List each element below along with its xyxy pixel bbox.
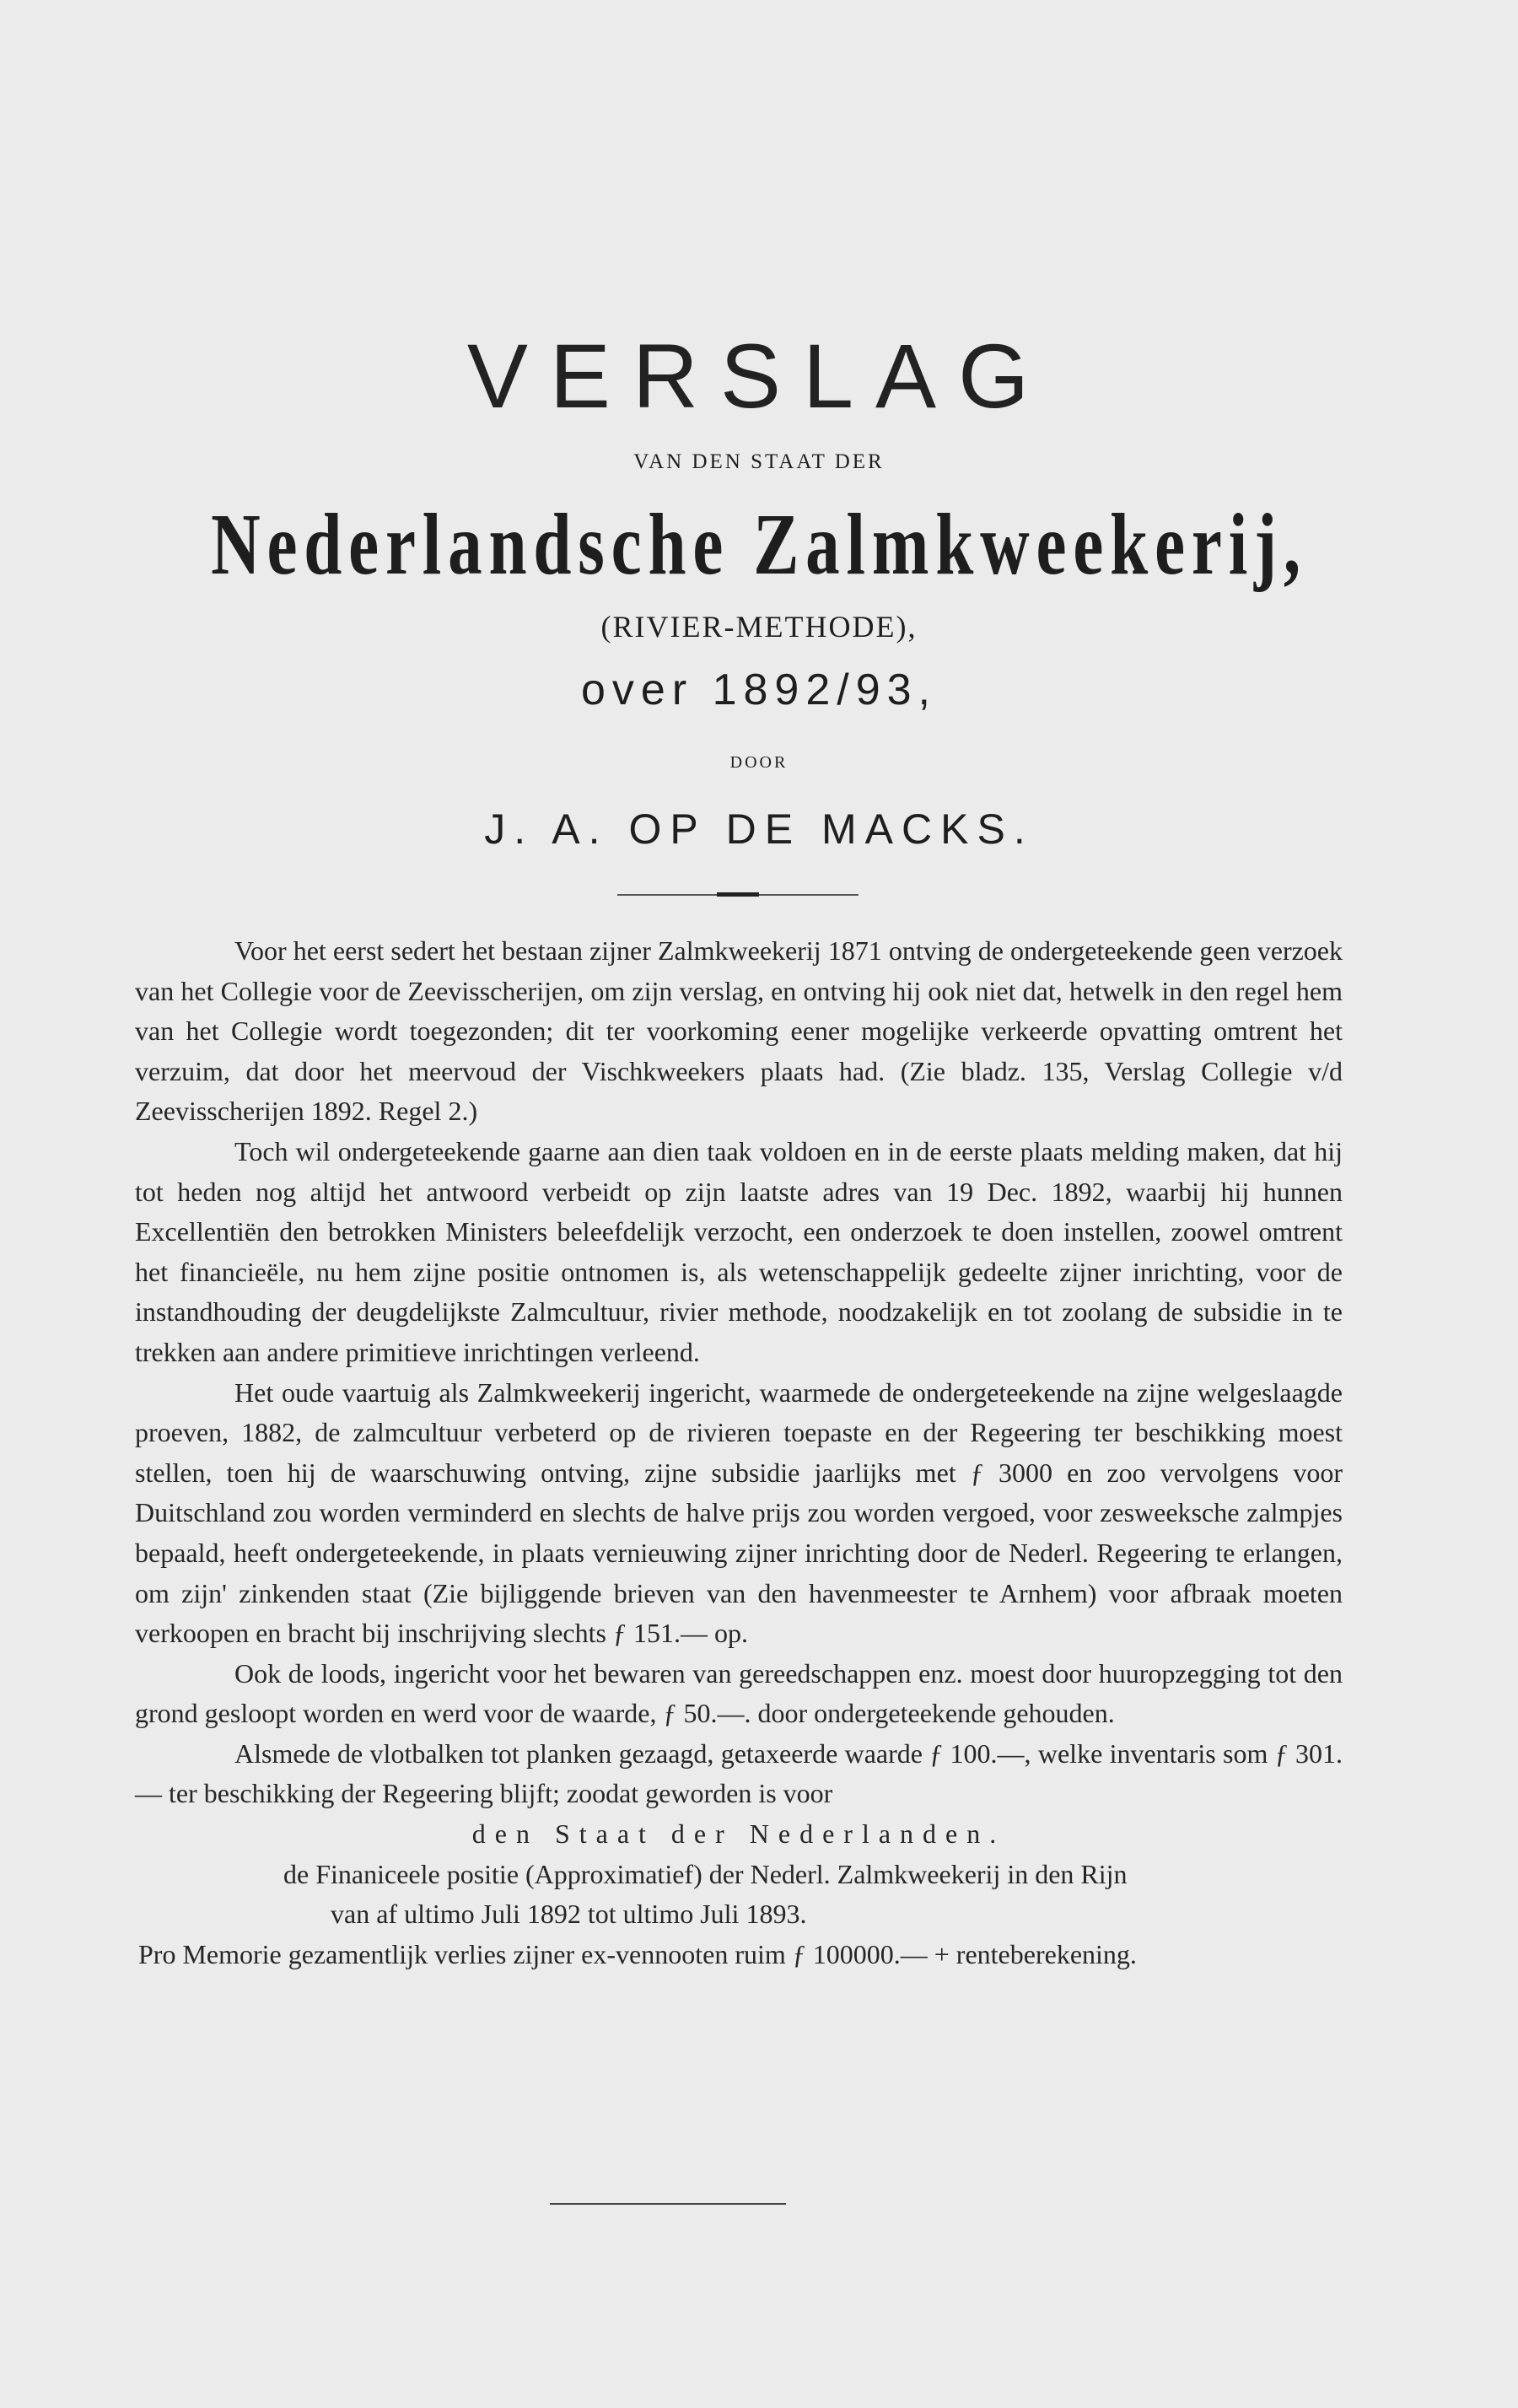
paragraph-2: Toch wil ondergeteekende gaarne aan dien taak voldoen en in de eerste plaats melding maken, dat hij tot heden nog altijd het antwoord verbeidt op zijn laatste adres van 19 Dec. 1892, waarbij hij hunnen Excellentiën den betrokken Ministers beleefdelijk verzocht, een onderzoek te doen instellen, zoowel omtrent het financieële, nu hem zijne positie ontnomen is, als wetenschappelijk gedeelte zijner inrichting, voor de instandhouding der deugdelijkste Zalmcultuur, rivier methode, noodzakelijk en tot zoolang de subsidie in te trekken aan andere primitieve inrichtingen verleend. [135,1135,1343,1367]
title-verslag: VERSLAG [466,325,1052,427]
divider-bottom [550,2203,786,2205]
body-text [135,931,1343,1974]
paragraph-5: Alsmede de vlotbalken tot planken gezaagd, getaxeerde waarde ƒ 100.—, welke inventaris som ƒ 301.— ter beschikking der Regeering blijft; zoodat geworden is voor [135,1737,1343,1809]
closing-pro-memorie: Pro Memorie gezamentlijk verlies zijner ex-vennooten ruim ƒ 100000.— + renteberekening. [138,1938,1137,1969]
closing-period: van af ultimo Juli 1892 tot ultimo Juli 1893. [331,1899,807,1930]
title-door: DOOR [729,753,789,772]
paragraph-3: Het oude vaartuig als Zalmkweekerij ingericht, waarmede de ondergeteekende na zijne welgeslaagde proeven, 1882, de zalmcultuur verbeterd op de rivieren toepaste en der Regeering ter beschikking moest stellen, toen hij de waarschuwing ontving, zijne subsidie jaarlijks met ƒ 3000 en zoo vervolgens voor Duitschland zou worden verminderd en slechts de halve prijs zou worden vergoed, voor zesweeksche zalmpjes bepaald, heeft ondergeteekende, in plaats vernieuwing zijner inrichting door de Nederl. Regeering te erlangen, om zijn' zinkenden staat (Zie bijliggende brieven van den havenmeester te Arnhem) voor afbraak moeten verkoopen en bracht bij inschrijving slechts ƒ 151.— op. [135,1376,1343,1649]
title-main: Nederlandsche Zalmkweekerij, [211,496,1307,593]
title-period: over 1892/93, [580,665,938,714]
divider-top-center [717,892,759,897]
paragraph-1: Voor het eerst sedert het bestaan zijner Zalmkweekerij 1871 ontving de ondergeteekende geen verzoek van het Collegie voor de Zeevisscherijen, om zijn verslag, en ontving hij ook niet dat, hetwelk in den regel hem van het Collegie wordt toegezonden; dit ter voorkoming eener mogelijke verkeerde opvatting omtrent het verzuim, dat door het meervoud der Vischkweekers plaats had. (Zie bladz. 135, Verslag Collegie v/d Zeevisscherijen 1892. Regel 2.) [135,935,1343,1127]
title-subtitle: VAN DEN STAAT DER [633,450,885,473]
paragraph-4: Ook de loods, ingericht voor het bewaren van gereedschappen enz. moest door huuropzegging tot den grond gesloopt worden en werd voor de waarde, ƒ 50.—. door ondergeteekende gehouden. [135,1657,1343,1729]
closing-staat: den Staat der Nederlanden. [471,1818,1006,1850]
title-author: J. A. OP DE MACKS. [484,805,1034,853]
title-method: (RIVIER-METHODE), [600,610,918,644]
closing-financial-position: de Finaniceele positie (Approximatief) der Nederl. Zalmkweekerij in den Rijn [283,1858,1128,1889]
